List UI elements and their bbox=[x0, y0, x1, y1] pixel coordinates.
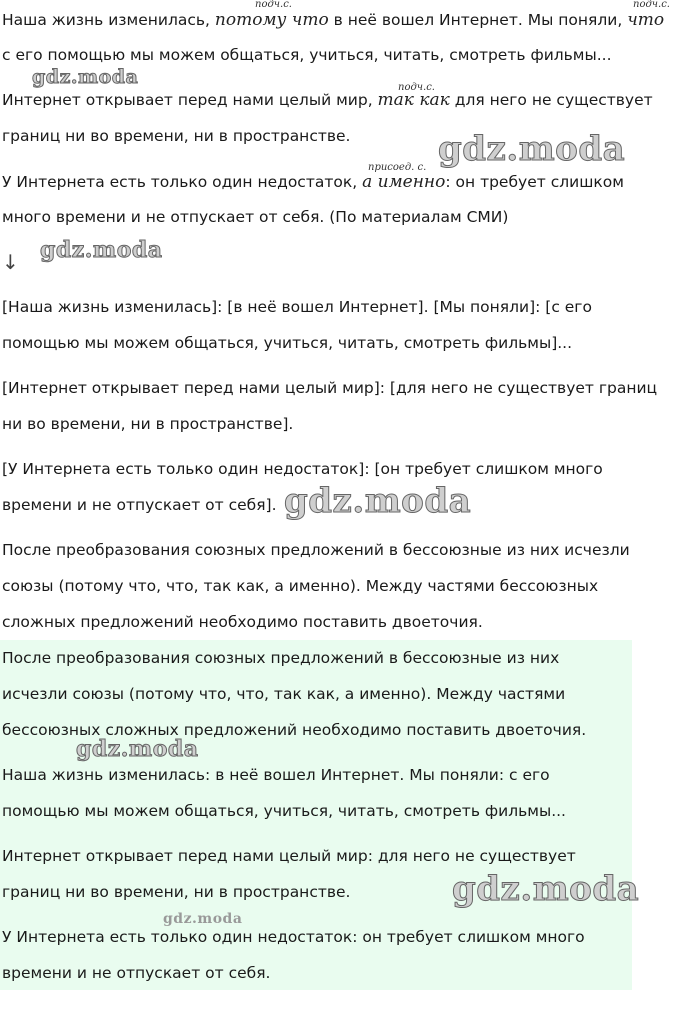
schema-line-2: помощью мы можем общаться, учиться, читать, смотреть фильмы]... bbox=[2, 334, 573, 352]
watermark: gdz.moda bbox=[32, 66, 139, 88]
watermark: gdz.moda bbox=[438, 129, 626, 169]
schema-line-6: времени и не отпускает от себя]. bbox=[2, 496, 277, 514]
conjunction-potomu-chto: потому что bbox=[214, 10, 329, 30]
explanation-line-2: союзы (потому что, что, так как, а именно). Между частями бессоюзных bbox=[2, 577, 599, 595]
down-arrow-icon: ↓ bbox=[2, 250, 19, 274]
answer-line-2: исчезли союзы (потому что, что, так как, а именно). Между частями bbox=[2, 685, 566, 703]
answer-line-5: помощью мы можем общаться, учиться, читать, смотреть фильмы... bbox=[2, 802, 566, 820]
watermark: gdz.moda bbox=[452, 869, 640, 909]
conjunction-tak-kak: так как bbox=[377, 90, 450, 110]
schema-line-5: [У Интернета есть только один недостаток]: [он требует слишком много bbox=[2, 460, 603, 478]
schema-line-3: [Интернет открывает перед нами целый мир]: [для него не существует границ bbox=[2, 379, 658, 397]
original-line-5: У Интернета есть только один недостаток, а именно: он требует слишком bbox=[2, 172, 624, 192]
answer-line-7: границ ни во времени, ни в пространстве. bbox=[2, 883, 351, 901]
original-line-6: много времени и не отпускает от себя. (По материалам СМИ) bbox=[2, 208, 509, 226]
annotation-subordinate-3: подч.с. bbox=[398, 82, 435, 93]
explanation-line-1: После преобразования союзных предложений в бессоюзные из них исчезли bbox=[2, 541, 630, 559]
schema-line-4: ни во времени, ни в пространстве]. bbox=[2, 415, 294, 433]
answer-line-4: Наша жизнь изменилась: в неё вошел Интернет. Мы поняли: с его bbox=[2, 766, 550, 784]
watermark: gdz.moda bbox=[163, 911, 243, 927]
watermark: gdz.moda bbox=[76, 736, 199, 762]
annotation-subordinate-1: подч.с. bbox=[255, 0, 292, 10]
watermark: gdz.moda bbox=[40, 237, 163, 263]
answer-line-9: времени и не отпускает от себя. bbox=[2, 964, 271, 982]
answer-line-1: После преобразования союзных предложений в бессоюзные из них bbox=[2, 649, 560, 667]
conjunction-a-imenno: а именно bbox=[362, 172, 446, 192]
original-line-3: Интернет открывает перед нами целый мир, так как для него не существует bbox=[2, 90, 653, 110]
answer-line-3: бессоюзных сложных предложений необходимо поставить двоеточия. bbox=[2, 721, 587, 739]
answer-line-6: Интернет открывает перед нами целый мир: для него не существует bbox=[2, 847, 576, 865]
original-line-2: с его помощью мы можем общаться, учиться, читать, смотреть фильмы... bbox=[2, 46, 612, 64]
original-line-1: Наша жизнь изменилась, потому что в неё вошел Интернет. Мы поняли, что bbox=[2, 10, 665, 30]
answer-line-8: У Интернета есть только один недостаток: он требует слишком много bbox=[2, 928, 585, 946]
schema-line-1: [Наша жизнь изменилась]: [в неё вошел Интернет]. [Мы поняли]: [с его bbox=[2, 298, 592, 316]
original-line-4: границ ни во времени, ни в пространстве. bbox=[2, 127, 351, 145]
annotation-connective: присоед. с. bbox=[368, 162, 427, 173]
conjunction-chto: что bbox=[627, 10, 665, 30]
watermark: gdz.moda bbox=[284, 481, 472, 521]
annotation-subordinate-2: подч.с. bbox=[633, 0, 670, 10]
explanation-line-3: сложных предложений необходимо поставить двоеточия. bbox=[2, 613, 483, 631]
